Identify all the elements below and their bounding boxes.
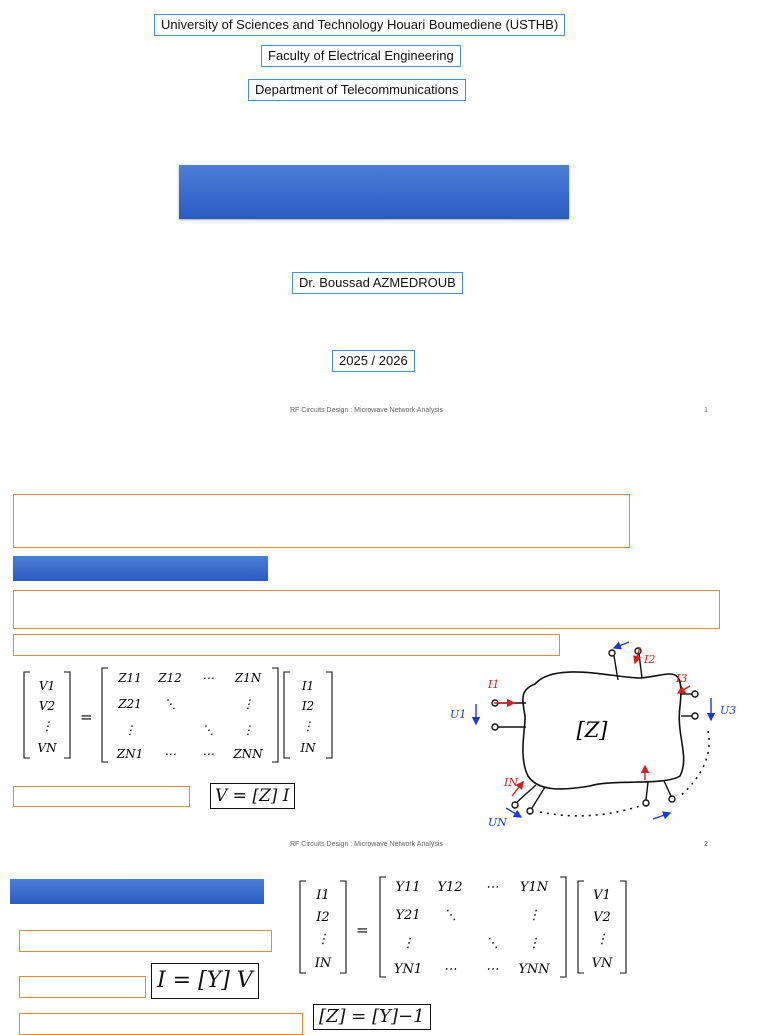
z-matrix-cell: Z1N xyxy=(234,671,262,685)
i-vector-entry: I2 xyxy=(301,699,315,713)
z-matrix-cell: ZNN xyxy=(233,747,263,761)
z-matrix-cell: Z12 xyxy=(158,671,182,685)
y-matrix-cell: Y21 xyxy=(395,908,421,923)
z-vector-equation: V = [Z] I xyxy=(210,783,295,809)
v-vector-entry: V1 xyxy=(593,888,611,903)
y-matrix-cell: ⋱ xyxy=(443,908,457,923)
i-vector-entry: ⋮ xyxy=(302,719,314,733)
y-matrix-cell: ⋮ xyxy=(401,936,415,951)
university-title: University of Sciences and Technology Houari Boumediene (USTHB) xyxy=(154,14,565,36)
z-matrix-cell: ⋮ xyxy=(124,723,136,737)
i-vector-entry: IN xyxy=(314,956,332,971)
text-box-heading xyxy=(13,494,630,548)
current-label-i2: I2 xyxy=(644,653,656,666)
inverse-equation: [Z] = [Y]−1 xyxy=(313,1004,431,1030)
current-label-i1: I1 xyxy=(488,678,500,691)
y-matrix-cell: Y12 xyxy=(437,880,463,895)
voltage-label-u1: U1 xyxy=(450,708,467,721)
v-vector-entry: V1 xyxy=(38,679,56,693)
z-matrix-cell: ⋯ xyxy=(164,747,176,761)
v-vector-entry: VN xyxy=(37,741,57,755)
i-vector-entry: IN xyxy=(300,741,316,755)
author-name: Dr. Boussad AZMEDROUB xyxy=(292,272,463,294)
v-vector-entry: V2 xyxy=(593,910,611,925)
text-box-line xyxy=(19,1013,303,1035)
z-matrix-cell: ⋱ xyxy=(202,723,214,737)
department-title: Department of Telecommunications xyxy=(248,79,466,101)
title-banner xyxy=(179,165,569,219)
z-matrix-cell: ⋮ xyxy=(242,697,254,711)
y-matrix-cell: ⋯ xyxy=(485,880,499,895)
y-vector-equation: I = [Y] V xyxy=(151,963,259,999)
i-vector-entry: I1 xyxy=(316,888,330,903)
y-matrix-equation xyxy=(294,871,634,983)
faculty-title: Faculty of Electrical Engineering xyxy=(261,45,461,67)
z-matrix-cell: ⋱ xyxy=(164,697,176,711)
i-vector-entry: I1 xyxy=(301,679,315,693)
equals-sign: = xyxy=(356,921,369,939)
z-matrix-equation xyxy=(14,664,344,764)
text-box-caption xyxy=(13,786,190,807)
footer-title: RF Circuits Design : Microwave Network Analysis xyxy=(290,407,443,414)
z-matrix-cell: Z21 xyxy=(118,697,142,711)
academic-year: 2025 / 2026 xyxy=(332,350,415,372)
y-matrix-cell: YN1 xyxy=(393,962,423,977)
z-matrix-cell: ⋯ xyxy=(202,671,214,685)
y-matrix-cell: Y11 xyxy=(395,880,421,895)
v-vector-entry: VN xyxy=(591,956,613,971)
z-matrix-cell: ZN1 xyxy=(116,747,144,761)
z-matrix-cell: Z11 xyxy=(118,671,142,685)
y-matrix-cell: ⋮ xyxy=(527,936,541,951)
block-label: [Z] xyxy=(576,718,608,742)
section-banner xyxy=(13,556,268,581)
current-label-i3: I3 xyxy=(676,672,688,685)
i-vector-entry: I2 xyxy=(316,910,330,925)
i-vector-entry: ⋮ xyxy=(316,932,330,947)
text-box-line xyxy=(19,976,146,998)
current-label-in: IN xyxy=(504,776,518,789)
text-box-line xyxy=(19,930,272,952)
y-matrix-cell: ⋯ xyxy=(485,962,499,977)
v-vector-entry: ⋮ xyxy=(595,932,609,947)
y-matrix-cell: ⋱ xyxy=(485,936,499,951)
y-matrix-cell: Y1N xyxy=(519,880,549,895)
footer-title: RF Circuits Design : Microwave Network Analysis xyxy=(290,841,443,848)
z-matrix-cell: ⋮ xyxy=(242,723,254,737)
voltage-label-u3: U3 xyxy=(720,704,737,717)
section-banner xyxy=(10,879,264,904)
n-port-network-diagram xyxy=(440,636,750,832)
voltage-label-un: UN xyxy=(488,816,507,829)
equals-sign: = xyxy=(80,708,93,726)
text-box-paragraph xyxy=(13,590,720,629)
y-matrix-cell: YNN xyxy=(518,962,550,977)
y-matrix-cell: ⋯ xyxy=(443,962,457,977)
z-matrix-cell: ⋯ xyxy=(202,747,214,761)
page-number: 2 xyxy=(704,841,708,848)
v-vector-entry: ⋮ xyxy=(41,719,53,733)
page-number: 1 xyxy=(704,407,708,414)
y-matrix-cell: ⋮ xyxy=(527,908,541,923)
v-vector-entry: V2 xyxy=(38,699,56,713)
